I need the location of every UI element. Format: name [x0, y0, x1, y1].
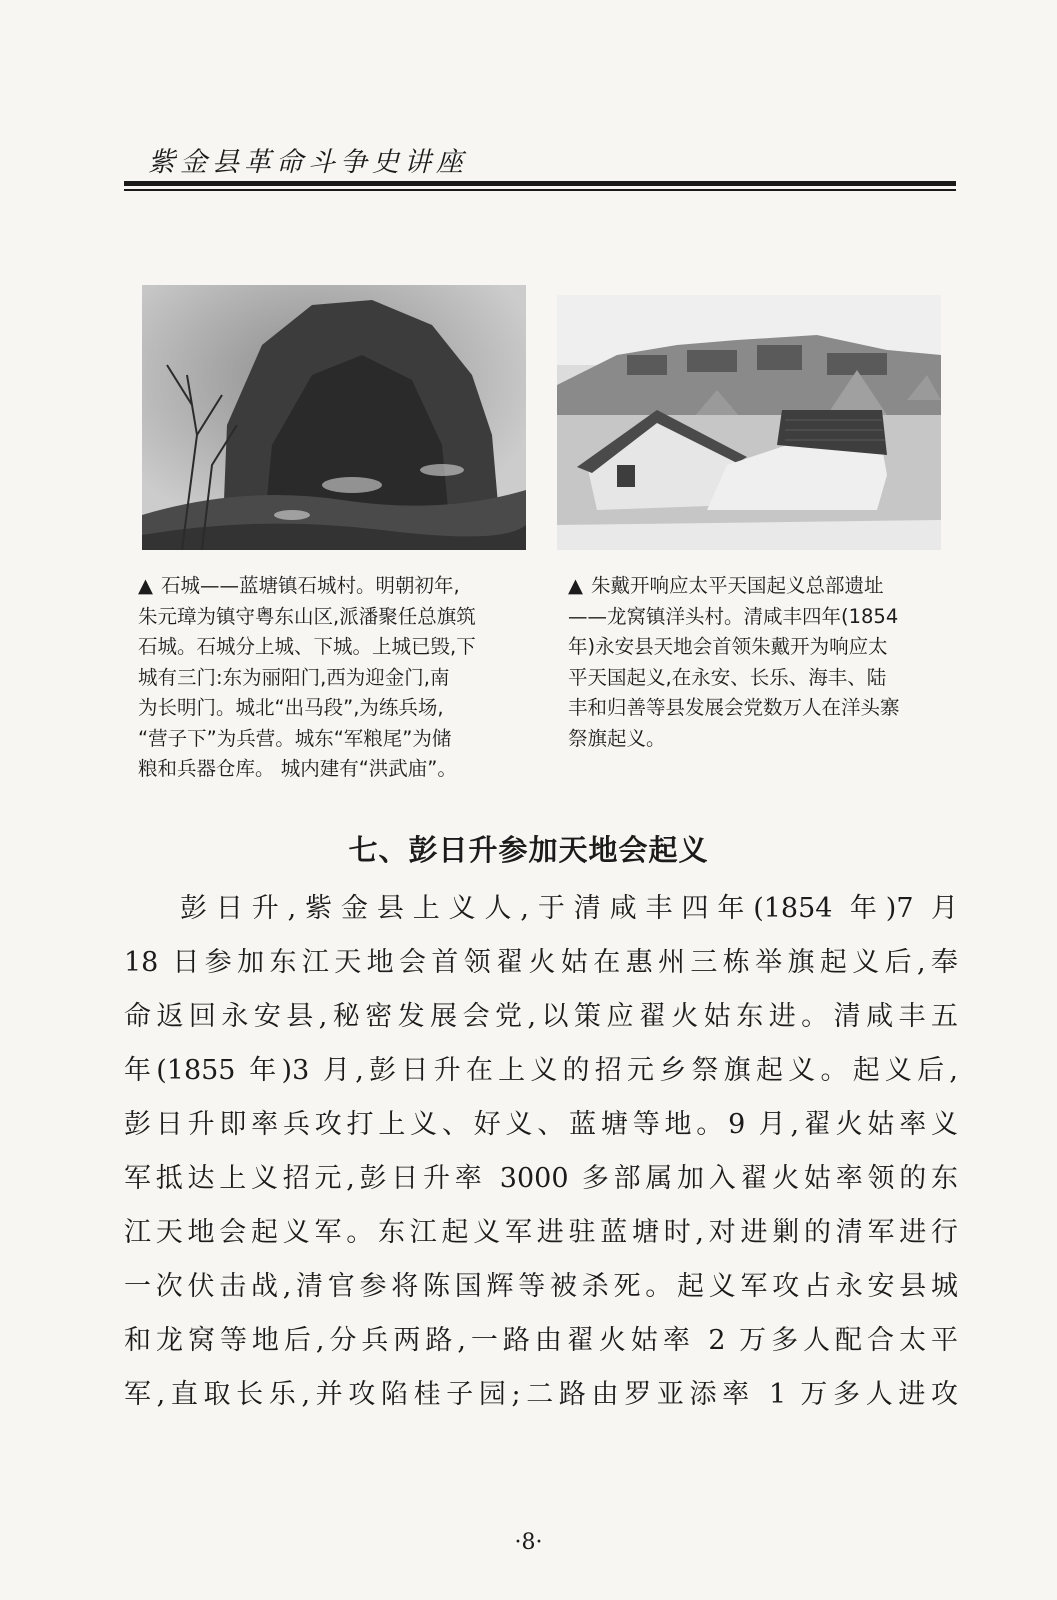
caption-line: ▲ 朱戴开响应太平天国起义总部遗址	[568, 574, 884, 597]
caption-yangtou-village	[568, 571, 958, 754]
header-rule-thin	[124, 189, 956, 191]
triangle-marker-icon: ▲	[138, 574, 153, 597]
body-line: 18 日参加东江天地会首领翟火姑在惠州三栋举旗起义后,奉	[124, 947, 958, 978]
page-number: ·8·	[514, 1530, 543, 1555]
body-paragraph	[124, 882, 958, 1422]
caption-line: “营子下”为兵营。城东“军粮尾”为储	[138, 726, 452, 750]
caption-line: 粮和兵器仓库。 城内建有“洪武庙”。	[138, 757, 457, 780]
body-line: 年(1855 年)3 月,彭日升在上义的招元乡祭旗起义。起义后,	[124, 1055, 958, 1086]
body-line: 军抵达上义招元,彭日升率 3000 多部属加入翟火姑率领的东	[124, 1163, 958, 1194]
caption-line: 朱元璋为镇守粤东山区,派潘聚任总旗筑	[138, 604, 476, 628]
body-line: 彭日升即率兵攻打上义、好义、蓝塘等地。9 月,翟火姑率义	[124, 1109, 958, 1140]
body-line: 军,直取长乐,并攻陷桂子园;二路由罗亚添率 1 万多人进攻	[124, 1379, 958, 1410]
caption-line: 丰和归善等县发展会党数万人在洋头寨	[568, 696, 900, 719]
body-line: 一次伏击战,清官参将陈国辉等被杀死。起义军攻占永安县城	[124, 1271, 958, 1302]
photo-stone-city	[142, 285, 526, 550]
caption-line: 祭旗起义。	[568, 726, 666, 750]
caption-line: ▲ 石城——蓝塘镇石城村。明朝初年,	[138, 574, 460, 597]
triangle-marker-icon: ▲	[568, 574, 583, 597]
body-line: 和龙窝等地后,分兵两路,一路由翟火姑率 2 万多人配合太平	[124, 1325, 958, 1356]
body-line: 命返回永安县,秘密发展会党,以策应翟火姑东进。清咸丰五	[124, 1001, 958, 1032]
header-rule-thick	[124, 181, 956, 186]
caption-line: 年)永安县天地会首领朱戴开为响应太	[568, 635, 888, 658]
caption-line: 石城。石城分上城、下城。上城已毁,下	[138, 635, 476, 658]
body-line: 彭日升,紫金县上义人,于清咸丰四年(1854 年)7 月	[180, 893, 958, 924]
running-head-title: 紫金县革命斗争史讲座	[148, 147, 468, 178]
section-heading: 七、彭日升参加天地会起义	[348, 833, 709, 867]
caption-line: 城有三门:东为丽阳门,西为迎金门,南	[138, 665, 450, 689]
caption-stone-city	[138, 571, 536, 785]
body-line: 江天地会起义军。东江起义军进驻蓝塘时,对进剿的清军进行	[124, 1217, 958, 1248]
caption-line: ——龙窝镇洋头村。清咸丰四年(1854	[568, 604, 899, 628]
caption-line: 平天国起义,在永安、长乐、海丰、陆	[568, 665, 887, 689]
photo-yangtou-village	[557, 295, 941, 550]
caption-line: 为长明门。城北“出马段”,为练兵场,	[138, 696, 444, 719]
